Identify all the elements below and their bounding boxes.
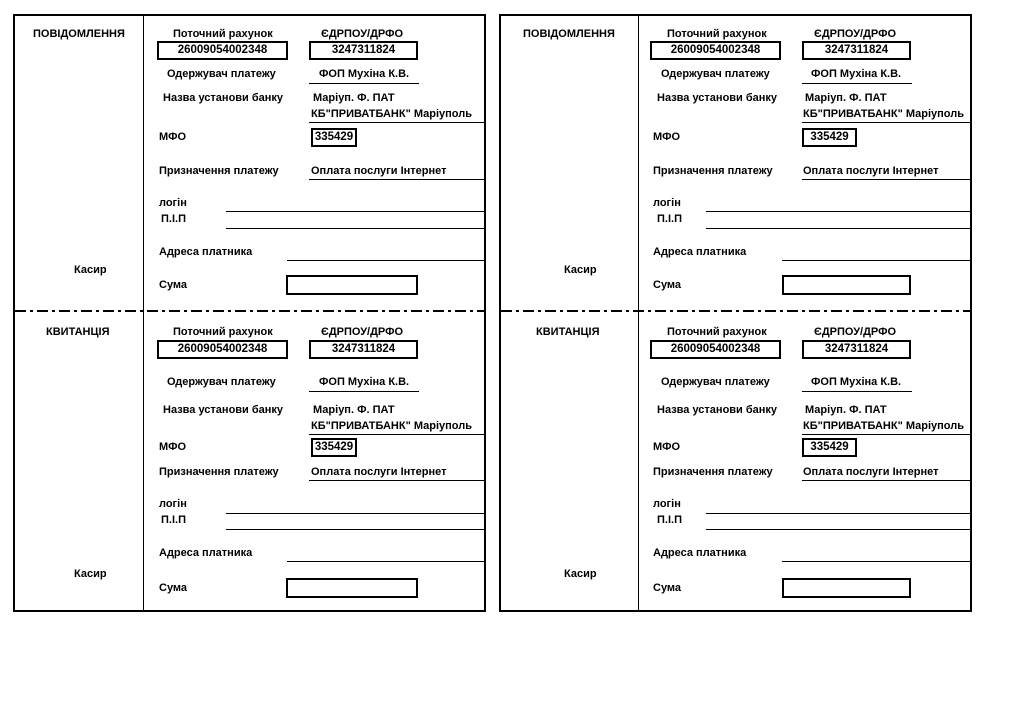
- login-label: логін: [159, 197, 187, 209]
- edrpou-box: 3247311824: [802, 340, 911, 359]
- login-line: [226, 211, 486, 212]
- sum-label: Сума: [653, 582, 682, 594]
- account-label: Поточний рахунок: [667, 326, 767, 338]
- bank-line1: Маріуп. Ф. ПАТ: [805, 92, 887, 104]
- payment-slip-left: [13, 14, 486, 612]
- pib-label: П.І.П: [657, 514, 682, 526]
- bank-line1: Маріуп. Ф. ПАТ: [313, 92, 395, 104]
- sum-label: Сума: [653, 279, 682, 291]
- notice-title: ПОВІДОМЛЕННЯ: [523, 28, 615, 40]
- account-box: 26009054002348: [157, 41, 288, 60]
- bank-line2: КБ"ПРИВАТБАНК" Маріуполь: [803, 108, 965, 120]
- receipt-title: КВИТАНЦІЯ: [536, 326, 600, 338]
- address-label: Адреса платника: [159, 246, 253, 258]
- mfo-box: 335429: [311, 128, 357, 147]
- purpose-label: Призначення платежу: [653, 466, 773, 478]
- edrpou-box: 3247311824: [309, 340, 418, 359]
- purpose-label: Призначення платежу: [653, 165, 773, 177]
- edrpou-label: ЄДРПОУ/ДРФО: [814, 326, 897, 338]
- pib-label: П.І.П: [161, 213, 186, 225]
- bank-underline: [802, 434, 972, 435]
- bank-line2: КБ"ПРИВАТБАНК" Маріуполь: [311, 420, 473, 432]
- sum-box: [286, 578, 418, 598]
- mfo-label: МФО: [159, 131, 187, 143]
- account-label: Поточний рахунок: [173, 28, 273, 40]
- edrpou-label: ЄДРПОУ/ДРФО: [814, 28, 897, 40]
- purpose-label: Призначення платежу: [159, 165, 279, 177]
- mfo-box: 335429: [802, 128, 857, 147]
- receipt-section: [15, 312, 484, 606]
- bank-underline: [309, 434, 486, 435]
- purpose-underline: [309, 480, 486, 481]
- recipient-underline: [802, 83, 912, 84]
- pib-label: П.І.П: [657, 213, 682, 225]
- bank-underline: [802, 122, 972, 123]
- address-line: [782, 561, 972, 562]
- account-label: Поточний рахунок: [173, 326, 273, 338]
- edrpou-box: 3247311824: [309, 41, 418, 60]
- mfo-box: 335429: [802, 438, 857, 457]
- sum-box: [782, 275, 911, 295]
- login-line: [226, 513, 486, 514]
- mfo-box: 335429: [311, 438, 357, 457]
- edrpou-label: ЄДРПОУ/ДРФО: [321, 28, 404, 40]
- recipient-underline: [802, 391, 912, 392]
- address-label: Адреса платника: [159, 547, 253, 559]
- account-box: 26009054002348: [650, 41, 781, 60]
- pib-line: [706, 228, 972, 229]
- mfo-label: МФО: [653, 131, 681, 143]
- recipient-label: Одержувач платежу: [167, 68, 276, 80]
- bank-name-label: Назва установи банку: [163, 404, 284, 416]
- pib-line: [706, 529, 972, 530]
- purpose-value: Оплата послуги Інтернет: [803, 165, 939, 177]
- bank-name-label: Назва установи банку: [657, 92, 778, 104]
- recipient-label: Одержувач платежу: [661, 376, 770, 388]
- recipient-underline: [309, 391, 419, 392]
- address-line: [782, 260, 972, 261]
- cashier-label: Касир: [564, 568, 597, 580]
- recipient-underline: [309, 83, 419, 84]
- edrpou-label: ЄДРПОУ/ДРФО: [321, 326, 404, 338]
- purpose-value: Оплата послуги Інтернет: [803, 466, 939, 478]
- notice-title: ПОВІДОМЛЕННЯ: [33, 28, 125, 40]
- pib-line: [226, 529, 486, 530]
- sum-label: Сума: [159, 582, 188, 594]
- address-label: Адреса платника: [653, 246, 747, 258]
- edrpou-box: 3247311824: [802, 41, 911, 60]
- login-label: логін: [159, 498, 187, 510]
- login-line: [706, 513, 972, 514]
- account-box: 26009054002348: [650, 340, 781, 359]
- bank-underline: [309, 122, 486, 123]
- address-line: [287, 561, 486, 562]
- mfo-label: МФО: [159, 441, 187, 453]
- recipient-label: Одержувач платежу: [661, 68, 770, 80]
- bank-line2: КБ"ПРИВАТБАНК" Маріуполь: [311, 108, 473, 120]
- mfo-label: МФО: [653, 441, 681, 453]
- receipt-section: [501, 312, 970, 606]
- sum-box: [286, 275, 418, 295]
- purpose-value: Оплата послуги Інтернет: [311, 466, 447, 478]
- recipient-value: ФОП Мухіна К.В.: [811, 68, 902, 80]
- bank-line2: КБ"ПРИВАТБАНК" Маріуполь: [803, 420, 965, 432]
- purpose-underline: [309, 179, 486, 180]
- purpose-value: Оплата послуги Інтернет: [311, 165, 447, 177]
- login-label: логін: [653, 197, 681, 209]
- pib-line: [226, 228, 486, 229]
- login-label: логін: [653, 498, 681, 510]
- cashier-label: Касир: [74, 568, 107, 580]
- address-line: [287, 260, 486, 261]
- notice-section: [501, 16, 970, 310]
- receipt-title: КВИТАНЦІЯ: [46, 326, 110, 338]
- bank-line1: Маріуп. Ф. ПАТ: [313, 404, 395, 416]
- sum-box: [782, 578, 911, 598]
- recipient-value: ФОП Мухіна К.В.: [319, 68, 410, 80]
- bank-line1: Маріуп. Ф. ПАТ: [805, 404, 887, 416]
- account-box: 26009054002348: [157, 340, 288, 359]
- purpose-label: Призначення платежу: [159, 466, 279, 478]
- account-label: Поточний рахунок: [667, 28, 767, 40]
- login-line: [706, 211, 972, 212]
- address-label: Адреса платника: [653, 547, 747, 559]
- notice-section: [15, 16, 484, 310]
- purpose-underline: [802, 480, 972, 481]
- cashier-label: Касир: [564, 264, 597, 276]
- payment-slip-right: [499, 14, 972, 612]
- recipient-label: Одержувач платежу: [167, 376, 276, 388]
- sum-label: Сума: [159, 279, 188, 291]
- recipient-value: ФОП Мухіна К.В.: [811, 376, 902, 388]
- bank-name-label: Назва установи банку: [657, 404, 778, 416]
- purpose-underline: [802, 179, 972, 180]
- recipient-value: ФОП Мухіна К.В.: [319, 376, 410, 388]
- bank-name-label: Назва установи банку: [163, 92, 284, 104]
- cashier-label: Касир: [74, 264, 107, 276]
- pib-label: П.І.П: [161, 514, 186, 526]
